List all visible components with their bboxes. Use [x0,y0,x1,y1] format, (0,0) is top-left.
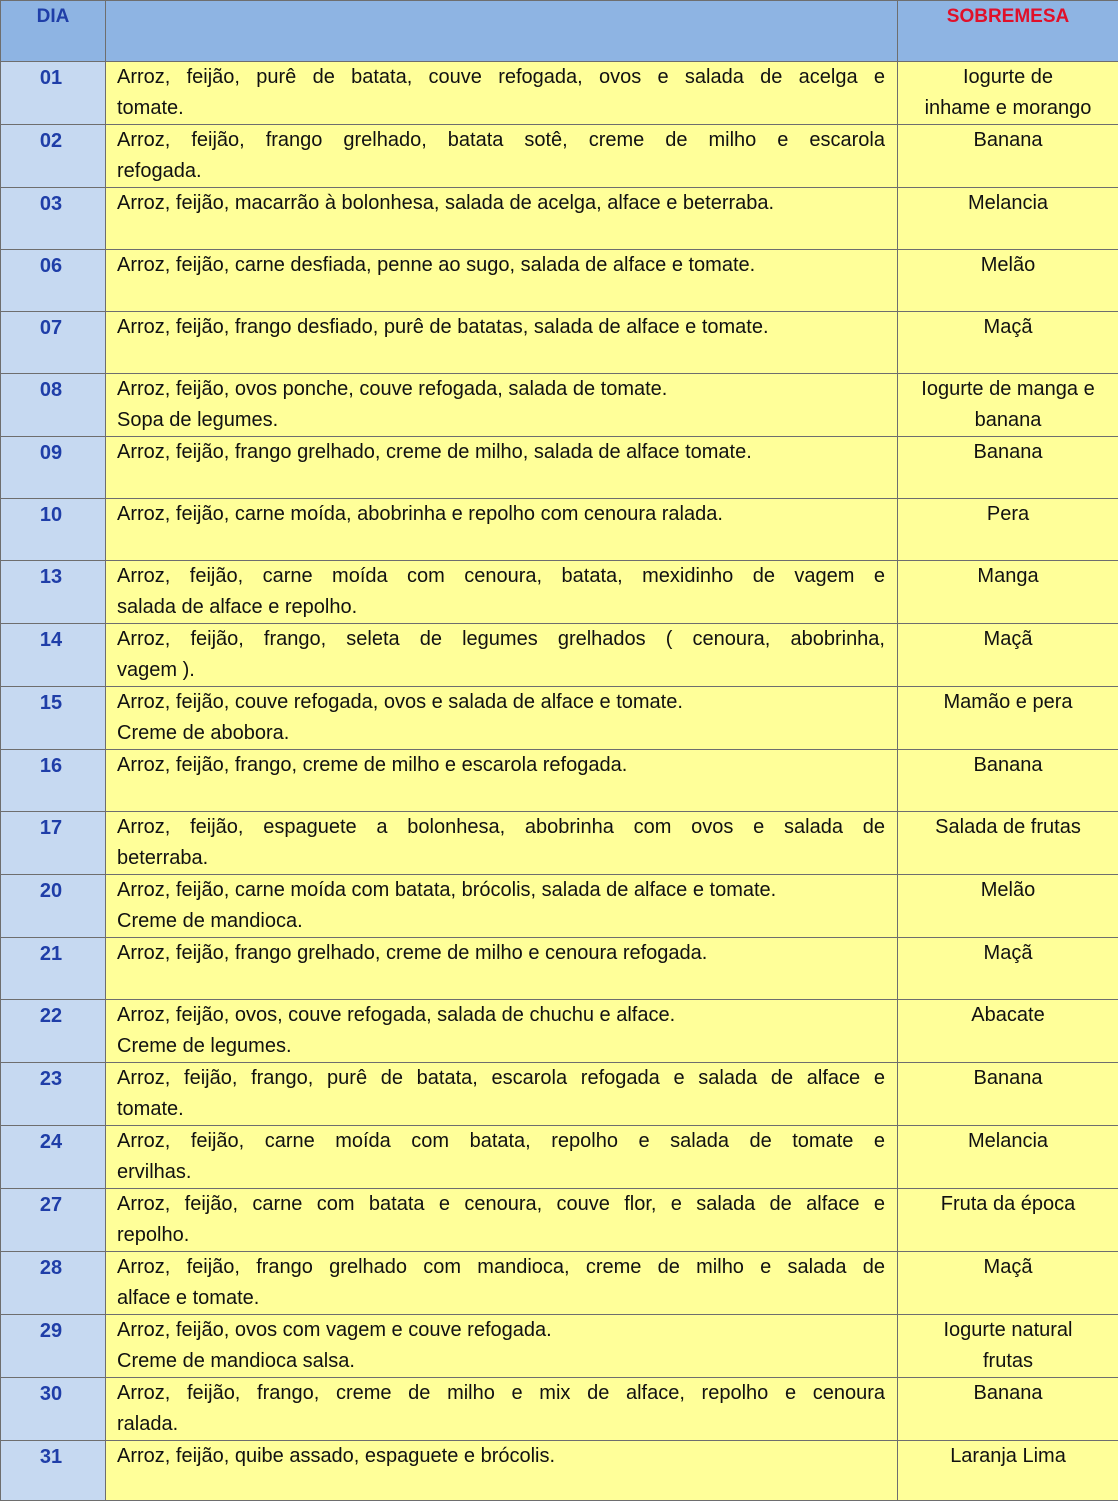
meal-line: Creme de mandioca. [117,906,885,937]
table-row [1,250,1118,312]
day-cell: 22 [1,1000,106,1063]
day-cell: 10 [1,499,106,561]
dessert-line: Fruta da época [902,1189,1114,1220]
meal-line: salada de alface e repolho. [117,592,885,623]
meal-line: Creme de legumes. [117,1031,885,1062]
table-row [1,374,1118,437]
meal-line: Arroz, feijão, frango, purê de batata, escarola refogada e salada de alface e [117,1063,885,1094]
meal-line: Arroz, feijão, frango, creme de milho e mix de alface, repolho e cenoura [117,1378,885,1409]
day-cell: 15 [1,687,106,750]
dessert-line: Iogurte de [902,62,1114,93]
meal-line: Arroz, feijão, frango grelhado, creme de milho, salada de alface tomate. [117,437,885,468]
meal-line: Arroz, feijão, carne com batata e cenoura, couve flor, e salada de alface e [117,1189,885,1220]
dessert-line: Banana [902,1378,1114,1409]
day-cell: 06 [1,250,106,312]
meal-line: Arroz, feijão, frango grelhado, creme de milho e cenoura refogada. [117,938,885,969]
meal-cell [106,687,898,750]
header-sobremesa: SOBREMESA [898,1,1118,62]
dessert-cell [898,125,1118,188]
day-cell: 13 [1,561,106,624]
meal-line: vagem ). [117,655,885,686]
dessert-cell [898,188,1118,250]
dessert-cell [898,1000,1118,1063]
dessert-line: Manga [902,561,1114,592]
table-row [1,812,1118,875]
day-cell: 16 [1,750,106,812]
dessert-line: Banana [902,750,1114,781]
day-cell: 29 [1,1315,106,1378]
table-row [1,1000,1118,1063]
day-cell: 01 [1,62,106,125]
day-cell: 30 [1,1378,106,1441]
day-cell: 27 [1,1189,106,1252]
day-cell: 14 [1,624,106,687]
day-cell: 21 [1,938,106,1000]
dessert-cell [898,312,1118,374]
dessert-line: inhame e morango [902,93,1114,124]
meal-cell [106,374,898,437]
table-row [1,62,1118,125]
meal-line: ervilhas. [117,1157,885,1188]
meal-cell [106,1063,898,1126]
dessert-line: Maçã [902,1252,1114,1283]
table-row [1,1126,1118,1189]
meal-line: Arroz, feijão, carne desfiada, penne ao sugo, salada de alface e tomate. [117,250,885,281]
meal-cell [106,1378,898,1441]
meal-line: Arroz, feijão, frango, creme de milho e escarola refogada. [117,750,885,781]
dessert-line: Maçã [902,938,1114,969]
meal-line: Arroz, feijão, espaguete a bolonhesa, abobrinha com ovos e salada de [117,812,885,843]
meal-line: Arroz, feijão, couve refogada, ovos e salada de alface e tomate. [117,687,885,718]
dessert-cell [898,374,1118,437]
meal-line: refogada. [117,156,885,187]
dessert-cell [898,938,1118,1000]
dessert-line: Mamão e pera [902,687,1114,718]
dessert-line: Melão [902,250,1114,281]
meal-line: Arroz, feijão, carne moída com batata, brócolis, salada de alface e tomate. [117,875,885,906]
meal-line: repolho. [117,1220,885,1251]
day-cell: 07 [1,312,106,374]
header-refeicao [106,1,898,62]
header-row [1,1,1118,62]
dessert-line: Maçã [902,312,1114,343]
table-row [1,750,1118,812]
table-row [1,687,1118,750]
table-row [1,1252,1118,1315]
day-cell: 24 [1,1126,106,1189]
meal-cell [106,1315,898,1378]
meal-cell [106,938,898,1000]
table-row [1,1063,1118,1126]
dessert-cell [898,250,1118,312]
dessert-line: Melancia [902,1126,1114,1157]
dessert-cell [898,812,1118,875]
table-row [1,1189,1118,1252]
meal-cell [106,437,898,499]
meal-line: alface e tomate. [117,1283,885,1314]
dessert-line: Melancia [902,188,1114,219]
meal-line: tomate. [117,1094,885,1125]
meal-cell [106,62,898,125]
meal-cell [106,812,898,875]
meal-line: Creme de abobora. [117,718,885,749]
day-cell: 08 [1,374,106,437]
dessert-cell [898,624,1118,687]
table-row [1,125,1118,188]
dessert-line: Iogurte natural [902,1315,1114,1346]
dessert-line: Melão [902,875,1114,906]
meal-line: Arroz, feijão, frango desfiado, purê de batatas, salada de alface e tomate. [117,312,885,343]
dessert-cell [898,1126,1118,1189]
day-cell: 28 [1,1252,106,1315]
table-row [1,1315,1118,1378]
meal-cell [106,1189,898,1252]
day-cell: 03 [1,188,106,250]
table-row [1,875,1118,938]
meal-cell [106,750,898,812]
table-row [1,188,1118,250]
dessert-line: Banana [902,1063,1114,1094]
dessert-cell [898,561,1118,624]
meal-line: Arroz, feijão, frango grelhado com mandioca, creme de milho e salada de [117,1252,885,1283]
dessert-line: banana [902,405,1114,436]
day-cell: 31 [1,1441,106,1501]
table-row [1,499,1118,561]
dessert-cell [898,1441,1118,1501]
table-row [1,1378,1118,1441]
dessert-line: Banana [902,437,1114,468]
dessert-cell [898,1189,1118,1252]
table-row [1,312,1118,374]
meal-cell [106,1252,898,1315]
table-row [1,561,1118,624]
table-row [1,624,1118,687]
dessert-line: Laranja Lima [902,1441,1114,1472]
meal-line: Arroz, feijão, frango grelhado, batata sotê, creme de milho e escarola [117,125,885,156]
meal-line: Sopa de legumes. [117,405,885,436]
table-row [1,1441,1118,1501]
day-cell: 20 [1,875,106,938]
meal-line: Arroz, feijão, purê de batata, couve refogada, ovos e salada de acelga e [117,62,885,93]
table-row [1,437,1118,499]
meal-line: beterraba. [117,843,885,874]
dessert-cell [898,499,1118,561]
meal-line: Arroz, feijão, frango, seleta de legumes grelhados ( cenoura, abobrinha, [117,624,885,655]
dessert-line: Maçã [902,624,1114,655]
dessert-line: Pera [902,499,1114,530]
dessert-cell [898,687,1118,750]
meal-cell [106,499,898,561]
dessert-line: Iogurte de manga e [902,374,1114,405]
meal-line: Arroz, feijão, quibe assado, espaguete e brócolis. [117,1441,885,1472]
meal-line: Creme de mandioca salsa. [117,1346,885,1377]
meal-line: Arroz, feijão, carne moída com cenoura, batata, mexidinho de vagem e [117,561,885,592]
dessert-line: Salada de frutas [902,812,1114,843]
meal-cell [106,624,898,687]
dessert-cell [898,1378,1118,1441]
dessert-line: frutas [902,1346,1114,1377]
meal-cell [106,125,898,188]
meal-cell [106,188,898,250]
meal-line: Arroz, feijão, carne moída com batata, repolho e salada de tomate e [117,1126,885,1157]
meal-line: ralada. [117,1409,885,1440]
meal-line: Arroz, feijão, carne moída, abobrinha e repolho com cenoura ralada. [117,499,885,530]
meal-line: Arroz, feijão, macarrão à bolonhesa, salada de acelga, alface e beterraba. [117,188,885,219]
meal-cell [106,1441,898,1501]
day-cell: 09 [1,437,106,499]
meal-line: tomate. [117,93,885,124]
dessert-cell [898,437,1118,499]
day-cell: 02 [1,125,106,188]
meal-cell [106,1000,898,1063]
meal-cell [106,250,898,312]
meal-line: Arroz, feijão, ovos com vagem e couve refogada. [117,1315,885,1346]
header-dia: DIA [1,1,106,62]
dessert-cell [898,1063,1118,1126]
dessert-line: Banana [902,125,1114,156]
meal-line: Arroz, feijão, ovos, couve refogada, salada de chuchu e alface. [117,1000,885,1031]
meal-cell [106,875,898,938]
dessert-cell [898,750,1118,812]
dessert-cell [898,875,1118,938]
dessert-cell [898,1252,1118,1315]
meal-cell [106,312,898,374]
day-cell: 17 [1,812,106,875]
day-cell: 23 [1,1063,106,1126]
menu-body [1,62,1118,1501]
meal-line: Arroz, feijão, ovos ponche, couve refogada, salada de tomate. [117,374,885,405]
table-row [1,938,1118,1000]
dessert-line: Abacate [902,1000,1114,1031]
meal-cell [106,1126,898,1189]
meal-cell [106,561,898,624]
dessert-cell [898,62,1118,125]
dessert-cell [898,1315,1118,1378]
